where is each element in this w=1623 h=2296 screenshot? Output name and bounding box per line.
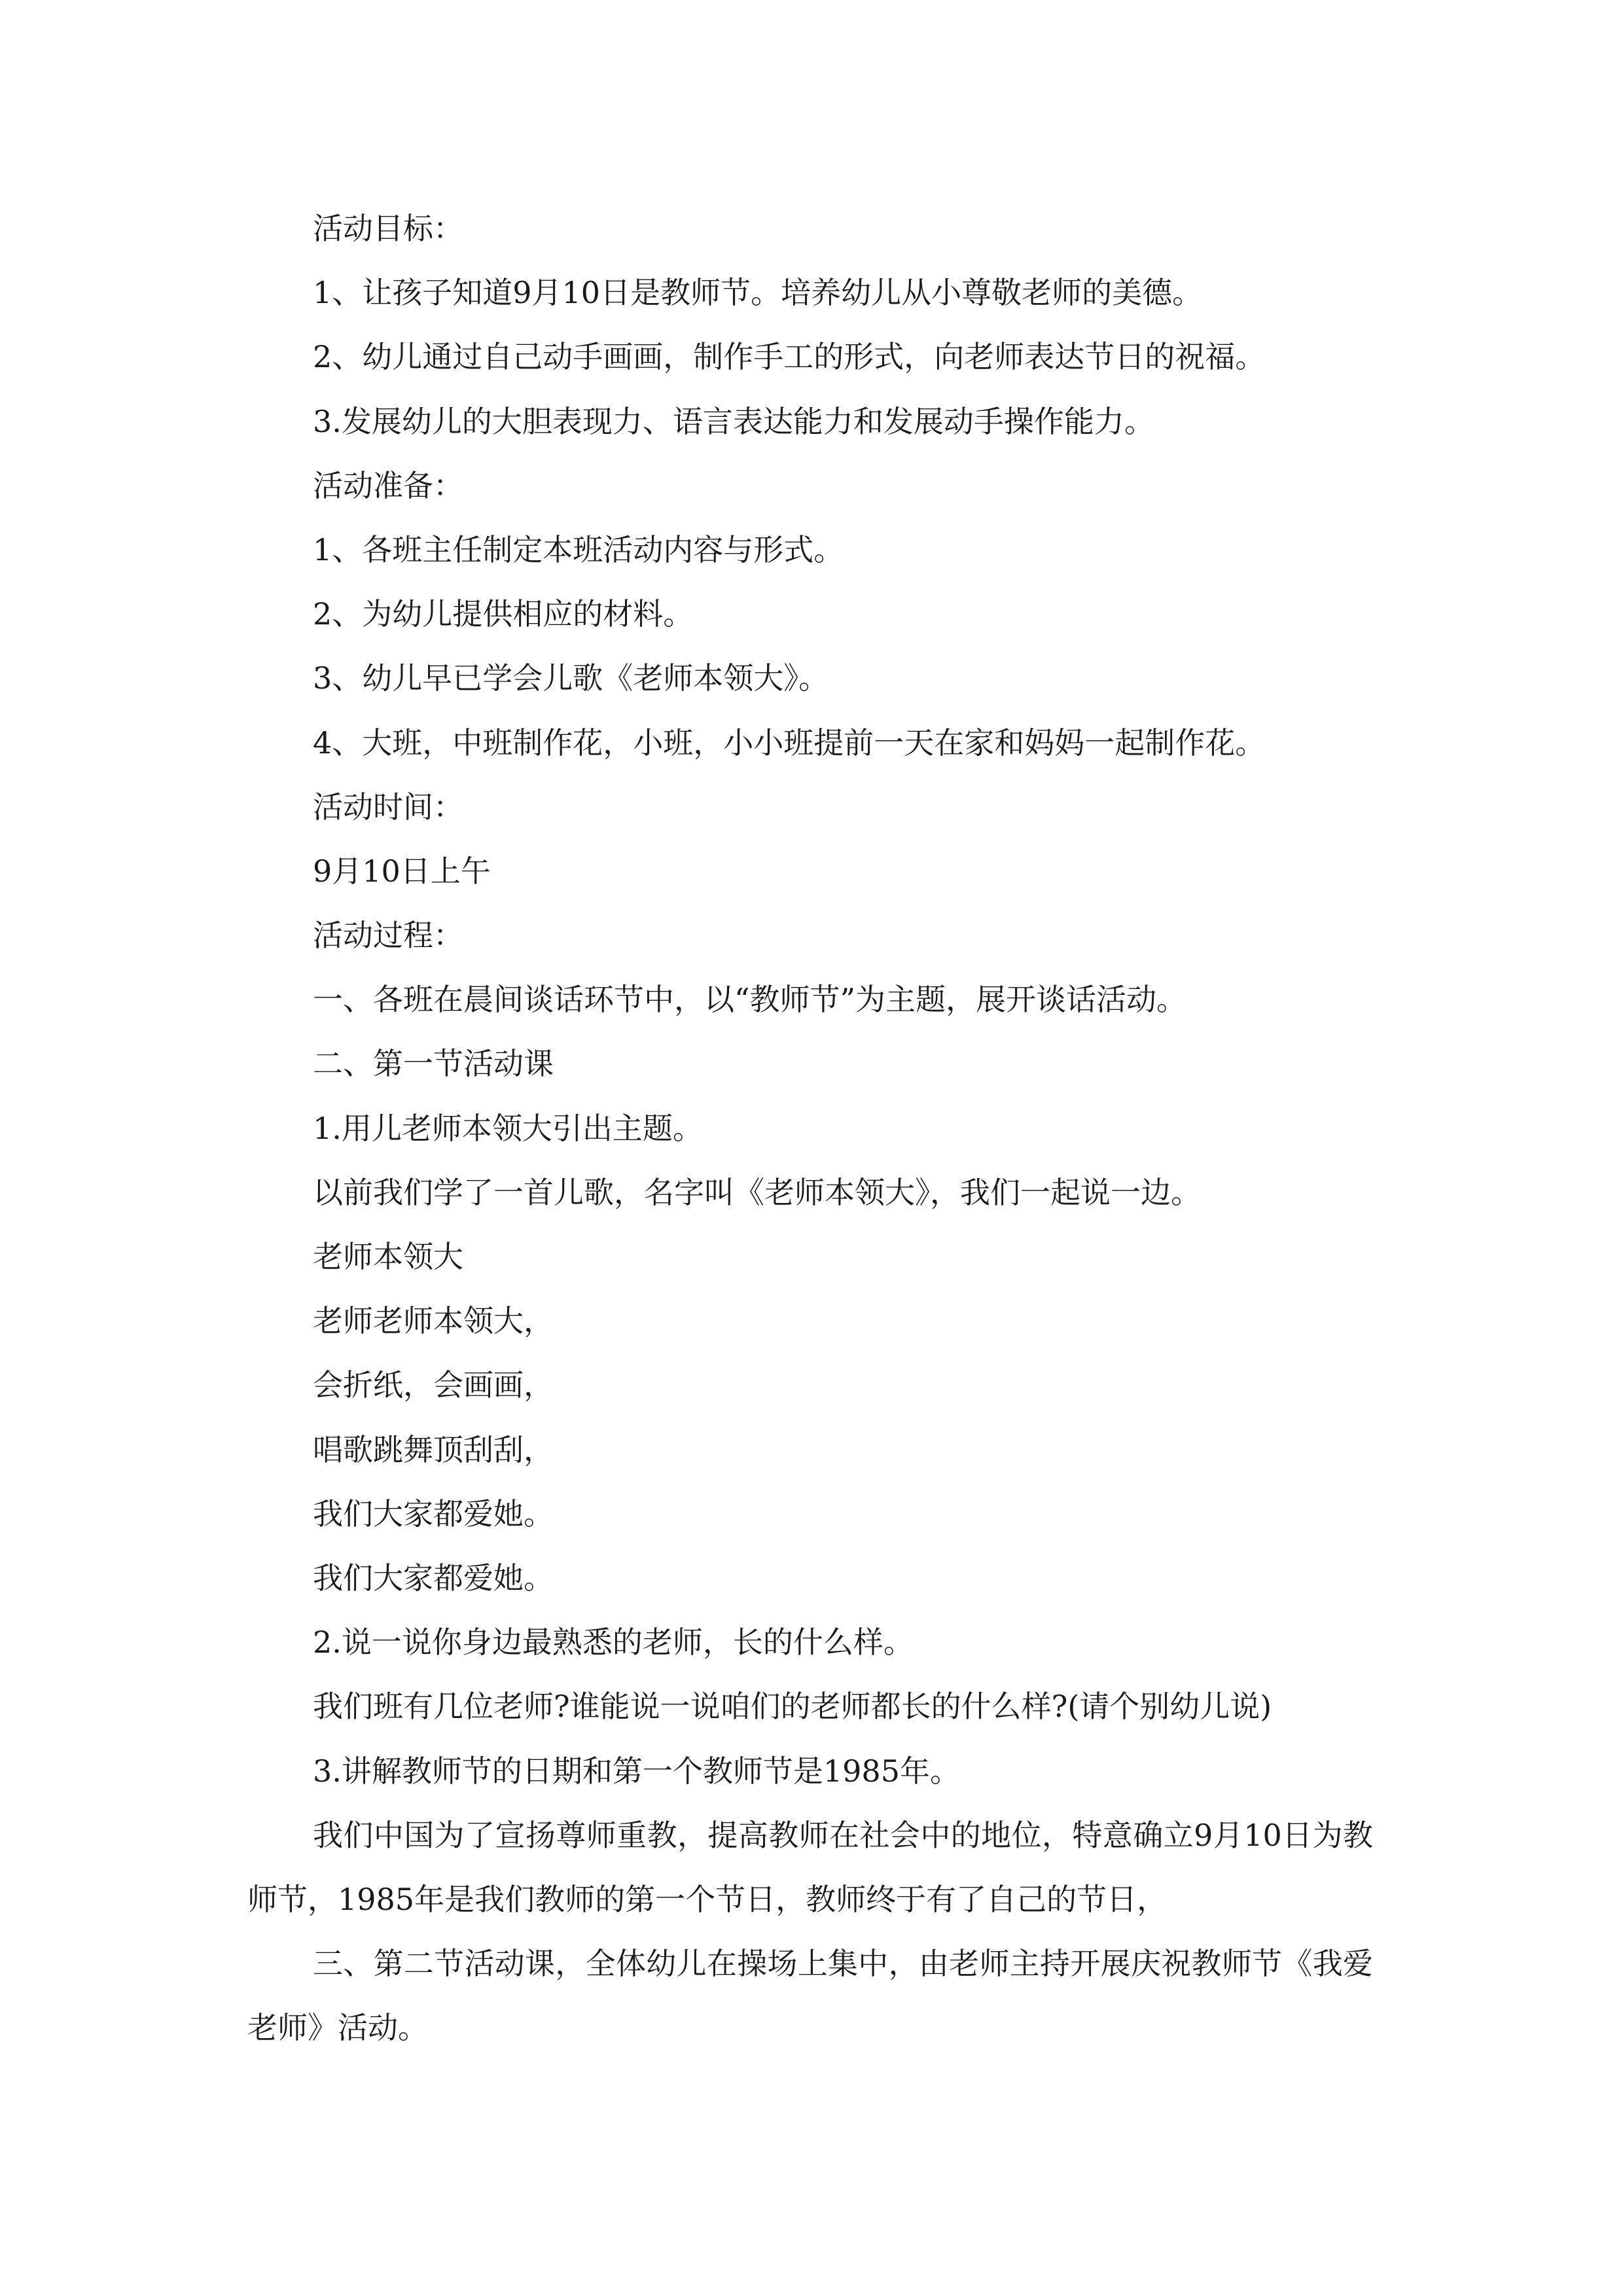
heading-activity-goals: 活动目标：: [313, 211, 463, 246]
paragraph-process-step-3: 三、第二节活动课，全体幼儿在操场上集中，由老师主持开展庆祝教师节《我爱老师》活动。: [247, 1945, 1373, 2045]
song-line-1: 老师老师本领大，: [313, 1303, 554, 1339]
preparation-item-1: 1、各班主任制定本班活动内容与形式。: [313, 531, 844, 567]
process-substep-2-text: 我们班有几位老师?谁能说一说咱们的老师都长的什么样?(请个别幼儿说): [313, 1689, 1272, 1725]
song-line-4: 我们大家都爱她。: [313, 1496, 554, 1532]
preparation-item-2: 2、为幼儿提供相应的材料。: [313, 596, 694, 632]
goal-item-3: 3.发展幼儿的大胆表现力、语言表达能力和发展动手操作能力。: [313, 403, 1154, 439]
song-line-2: 会折纸，会画画，: [313, 1367, 554, 1403]
document-body: [247, 196, 1373, 2060]
song-title: 老师本领大: [313, 1239, 463, 1274]
goal-item-2: 2、幼儿通过自己动手画画，制作手工的形式，向老师表达节日的祝福。: [313, 339, 1266, 375]
heading-activity-time: 活动时间：: [313, 789, 463, 825]
heading-activity-process: 活动过程：: [313, 918, 463, 954]
process-substep-2: 2.说一说你身边最熟悉的老师，长的什么样。: [313, 1624, 914, 1660]
process-substep-3: 3.讲解教师节的日期和第一个教师节是1985年。: [313, 1753, 960, 1789]
process-step-2: 二、第一节活动课: [313, 1046, 554, 1082]
paragraph-teachers-day-origin: 我们中国为了宣扬尊师重教，提高教师在社会中的地位，特意确立9月10日为教师节，1985年是我们教师的第一个节日，教师终于有了自己的节日，: [247, 1817, 1373, 1917]
activity-time-value: 9月10日上午: [313, 853, 491, 889]
preparation-item-3: 3、幼儿早已学会儿歌《老师本领大》。: [313, 660, 829, 696]
heading-activity-preparation: 活动准备：: [313, 467, 463, 503]
process-substep-1-text: 以前我们学了一首儿歌，名字叫《老师本领大》，我们一起说一边。: [313, 1174, 1201, 1210]
goal-item-1: 1、让孩子知道9月10日是教师节。培养幼儿从小尊敬老师的美德。: [313, 275, 1203, 311]
song-line-5: 我们大家都爱她。: [313, 1560, 554, 1596]
preparation-item-4: 4、大班，中班制作花，小班，小小班提前一天在家和妈妈一起制作花。: [313, 725, 1266, 761]
process-step-1: 一、各班在晨间谈话环节中，以“教师节”为主题，展开谈话活动。: [313, 982, 1187, 1018]
process-substep-1: 1.用儿老师本领大引出主题。: [313, 1110, 703, 1146]
song-line-3: 唱歌跳舞顶刮刮，: [313, 1431, 554, 1467]
